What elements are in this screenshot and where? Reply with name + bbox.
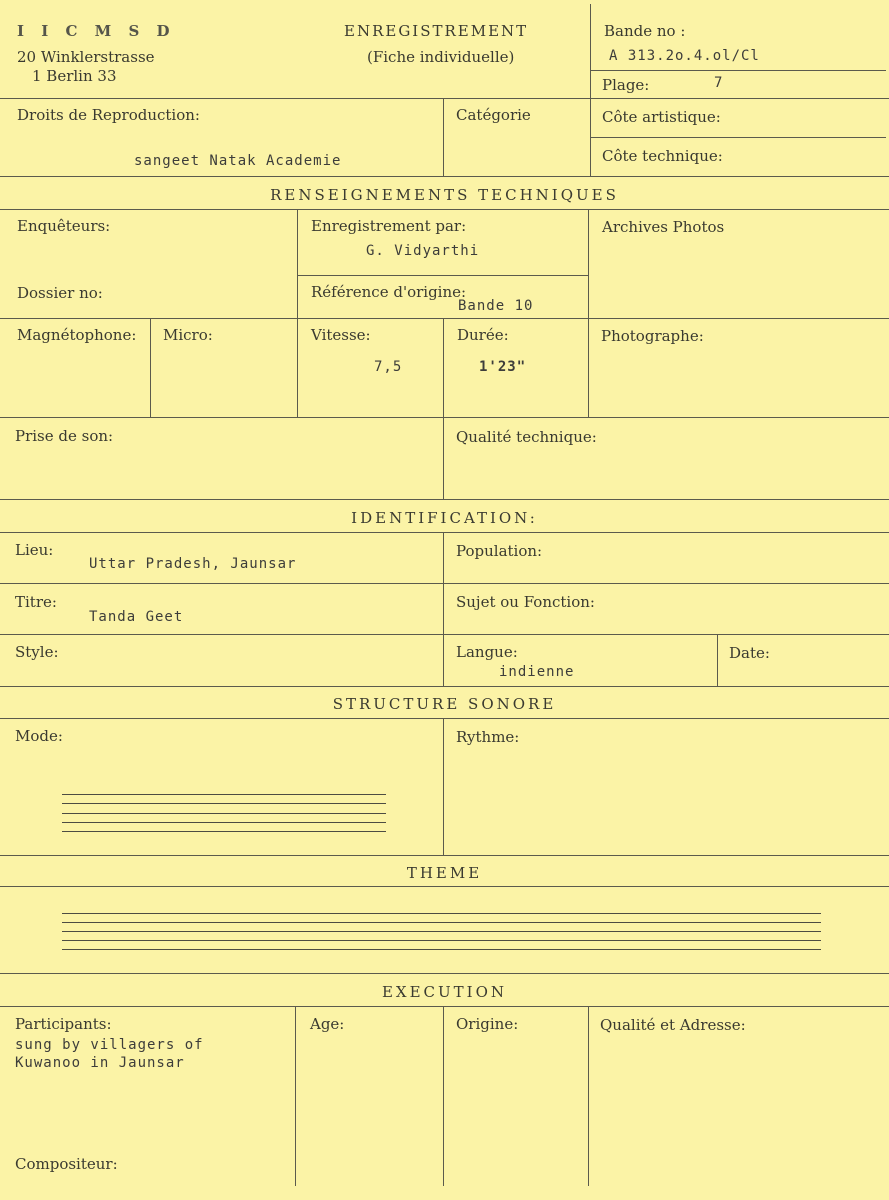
execution-heading: EXECUTION — [381, 983, 508, 1001]
mode-writing-line — [62, 831, 386, 832]
duree-value: 1'23" — [479, 359, 527, 375]
qualite-adresse-label: Qualité et Adresse: — [600, 1016, 746, 1034]
reference-value: Bande 10 — [458, 298, 534, 314]
cote-divider — [590, 137, 886, 138]
style-bottom-line — [0, 686, 889, 687]
mode-writing-line — [62, 822, 386, 823]
age-left-line — [295, 1006, 296, 1186]
enregistrement-par-value: G. Vidyarthi — [366, 243, 480, 259]
magnetophone-bottom-line — [0, 417, 889, 418]
technique-heading: RENSEIGNEMENTS TECHNIQUES — [270, 186, 619, 204]
theme-writing-line — [62, 931, 821, 932]
titre-label: Titre: — [15, 593, 57, 611]
origine-left-line — [443, 1006, 444, 1186]
enqueteurs-label: Enquêteurs: — [17, 217, 111, 235]
identification-heading-line — [0, 532, 889, 533]
categorie-left-line — [443, 98, 444, 176]
prise-bottom-line — [0, 499, 889, 500]
dossier-label: Dossier no: — [17, 284, 103, 302]
address-line-2: 1 Berlin 33 — [32, 67, 117, 85]
participants-line-2: Kuwanoo in Jaunsar — [15, 1055, 185, 1071]
structure-heading-line — [0, 718, 889, 719]
enregistrement-divider — [297, 275, 588, 276]
qualite-left-line — [588, 1006, 589, 1186]
form-subtitle: (Fiche individuelle) — [367, 48, 515, 66]
titre-bottom-line — [0, 634, 889, 635]
mode-writing-line — [62, 803, 386, 804]
theme-heading-line — [0, 886, 889, 887]
vitesse-value: 7,5 — [374, 359, 403, 375]
mode-writing-line — [62, 794, 386, 795]
archives-left-line — [588, 209, 589, 417]
participants-line-1: sung by villagers of — [15, 1037, 204, 1053]
cote-artistique-label: Côte artistique: — [602, 108, 721, 126]
micro-label: Micro: — [163, 326, 213, 344]
identification-divider — [443, 532, 444, 686]
enqueteurs-right-line — [297, 209, 298, 417]
langue-label: Langue: — [456, 643, 518, 661]
theme-bottom-line — [0, 973, 889, 974]
plage-label: Plage: — [602, 76, 650, 94]
lieu-value: Uttar Pradesh, Jaunsar — [89, 556, 297, 572]
theme-writing-line — [62, 922, 821, 923]
mode-writing-line — [62, 813, 386, 814]
age-label: Age: — [310, 1015, 345, 1033]
photographe-label: Photographe: — [601, 327, 704, 345]
magnetophone-label: Magnétophone: — [17, 326, 137, 344]
categorie-label: Catégorie — [456, 106, 531, 124]
plage-divider — [590, 70, 886, 71]
mode-label: Mode: — [15, 727, 63, 745]
mode-bottom-line — [0, 855, 889, 856]
theme-writing-line — [62, 949, 821, 950]
cote-technique-label: Côte technique: — [602, 147, 723, 165]
reference-label: Référence d'origine: — [311, 283, 467, 301]
identification-heading: IDENTIFICATION: — [351, 509, 538, 527]
sujet-fonction-label: Sujet ou Fonction: — [456, 593, 595, 611]
org-logo: I I C M S D — [17, 22, 176, 40]
header-bottom-line — [0, 98, 889, 99]
micro-left-line — [150, 318, 151, 417]
theme-heading: THEME — [406, 864, 483, 882]
theme-writing-line — [62, 940, 821, 941]
langue-value: indienne — [499, 664, 575, 680]
form-title: ENREGISTREMENT — [344, 22, 529, 40]
mode-right-line — [443, 718, 444, 855]
vitesse-label: Vitesse: — [311, 326, 371, 344]
plage-value: 7 — [714, 75, 724, 91]
participants-label: Participants: — [15, 1015, 112, 1033]
dossier-bottom-line — [0, 318, 889, 319]
execution-heading-line — [0, 1006, 889, 1007]
compositeur-label: Compositeur: — [15, 1155, 118, 1173]
lieu-label: Lieu: — [15, 541, 54, 559]
structure-heading: STRUCTURE SONORE — [332, 695, 557, 713]
technique-heading-line — [0, 209, 889, 210]
bande-value: A 313.2o.4.ol/Cl — [609, 48, 760, 64]
date-label: Date: — [729, 644, 770, 662]
origine-label: Origine: — [456, 1015, 519, 1033]
enregistrement-par-label: Enregistrement par: — [311, 217, 467, 235]
address-line-1: 20 Winklerstrasse — [17, 48, 155, 66]
archives-photos-label: Archives Photos — [602, 218, 725, 236]
titre-value: Tanda Geet — [89, 609, 184, 625]
population-label: Population: — [456, 542, 543, 560]
droits-label: Droits de Reproduction: — [17, 106, 200, 124]
lieu-bottom-line — [0, 583, 889, 584]
header-divider — [590, 4, 591, 176]
prise-de-son-label: Prise de son: — [15, 427, 114, 445]
duree-left-line — [443, 318, 444, 499]
rythme-label: Rythme: — [456, 728, 520, 746]
theme-writing-line — [62, 913, 821, 914]
rights-bottom-line — [0, 176, 889, 177]
style-label: Style: — [15, 643, 59, 661]
droits-value: sangeet Natak Academie — [134, 153, 342, 169]
duree-label: Durée: — [457, 326, 509, 344]
bande-label: Bande no : — [604, 22, 686, 40]
date-left-line — [717, 634, 718, 686]
qualite-technique-label: Qualité technique: — [456, 428, 597, 446]
